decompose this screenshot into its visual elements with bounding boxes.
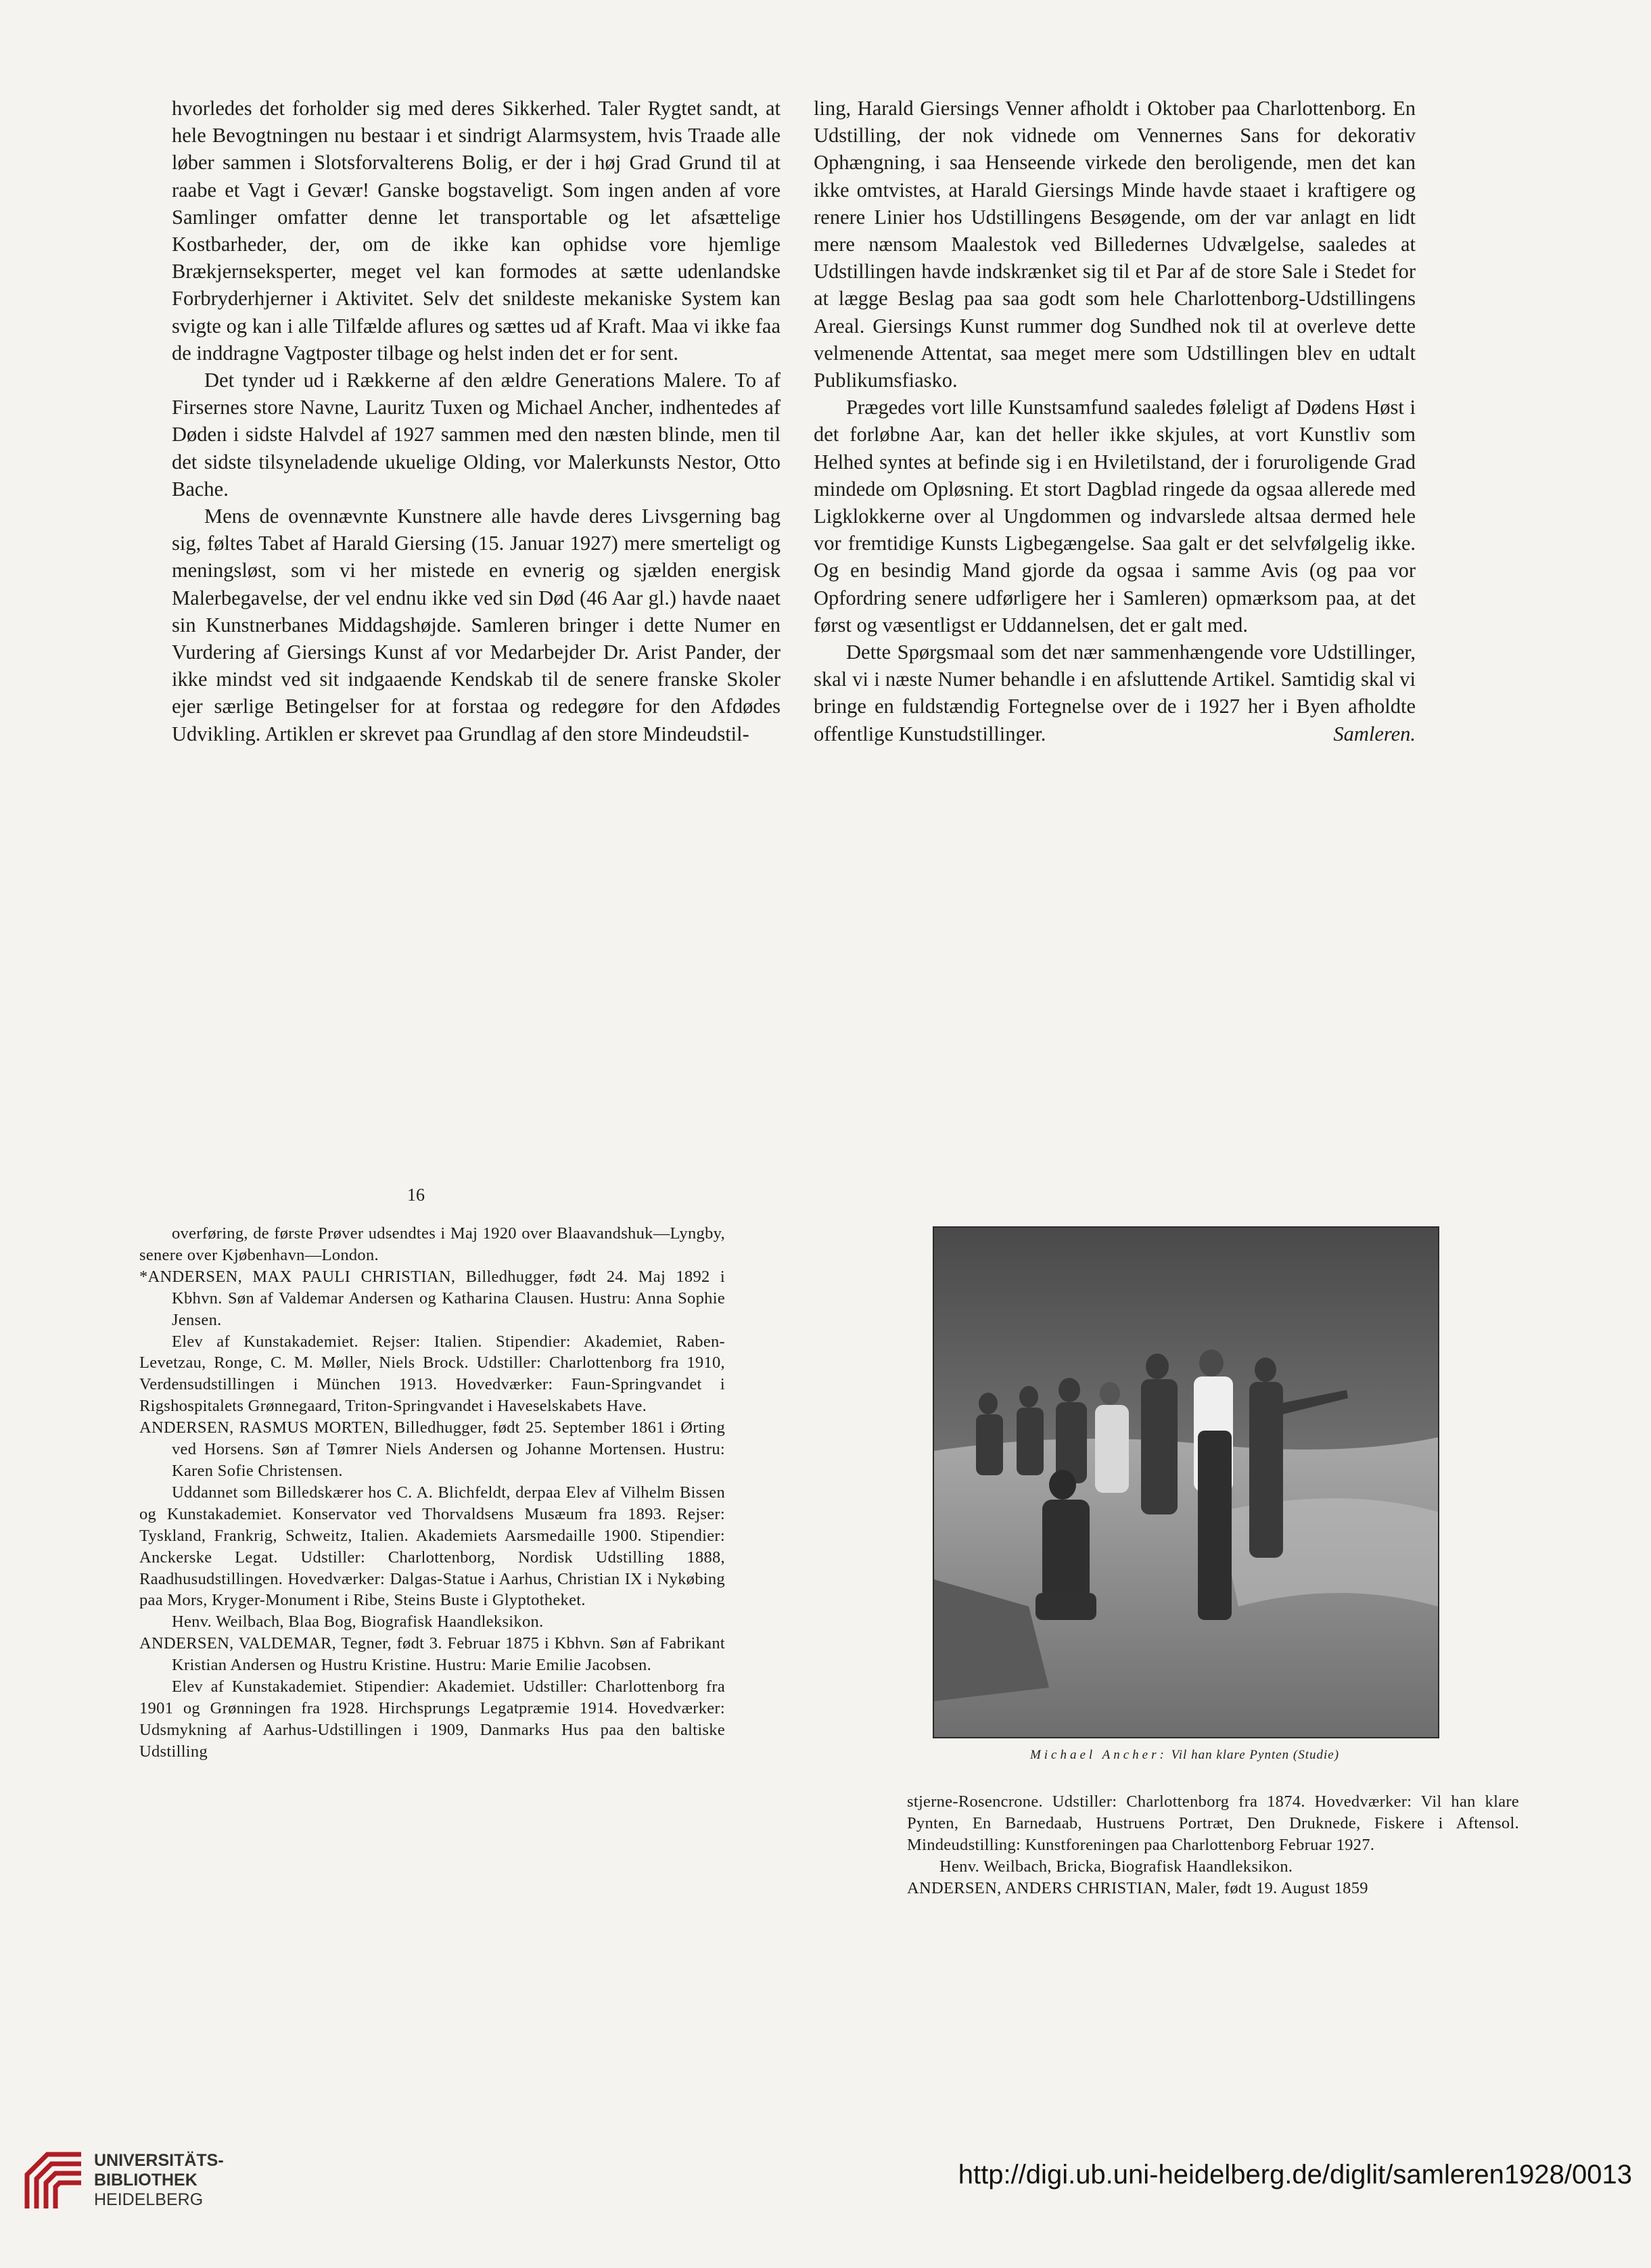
article-paragraph: Det tynder ud i Rækkerne af den ældre Generations Malere. To af Firsernes store Navne, Lauritz Tuxen og Michael Ancher, indhentedes af Døden i sidste Halvdel af 1927 sammen med den næsten blinde, men til det sidste tilsyneladende ukuelige Olding, vor Malerkunsts Nestor, Otto Bache. — [172, 369, 781, 501]
lexicon-entry: ANDERSEN, ANDERS CHRISTIAN, Maler, født 19. August 1859 — [907, 1878, 1368, 1897]
article-paragraph-text: Dette Spørgsmaal som det nær sammenhængende vore Udstillinger, skal vi i næste Numer behandle i en afsluttende Artikel. Samtidig skal vi bringe en fuldstændig Fortegnelse over de i 1927 her i Byen afholdte offentlige Kunstudstillinger. — [814, 641, 1416, 745]
source-url-link[interactable]: http://digi.ub.uni-heidelberg.de/diglit/samleren1928/0013 — [958, 2160, 1632, 2190]
article-paragraph — [814, 639, 1416, 747]
library-name-line: HEIDELBERG — [94, 2190, 204, 2209]
page-number: 16 — [407, 1185, 425, 1205]
lexicon-text: Elev af Kunstakademiet. Rejser: Italien. Stipendier: Akademiet, Raben-Levetzau, Ronge, C. M. Møller, Niels Brock. Udstiller: Charlottenborg fra 1910, Verdensudstillingen i München 1913. Hovedværker: Faun-Springvandet i Rigshospitalets Grønnegaard, Triton-Springvandet i Haveselskabets Have. — [139, 1332, 725, 1416]
image-caption — [933, 1748, 1437, 1763]
library-logo-icon — [20, 2148, 88, 2215]
article-paragraph: Prægedes vort lille Kunstsamfund saaledes føleligt af Dødens Høst i det forløbne Aar, kan det heller ikke skjules, at vort Kunstliv som Helhed syntes at befinde sig i en Hviletilstand, der i foruroligende Grad mindede om Opløsning. Et stort Dagblad ringede da ogsaa allerede med Ligklokkerne over al Ungdommen og indvarslede altsaa dermed hele vor fremtidige Kunsts Ligbegængelse. Saa galt er det selvfølgelig ikke. Og en besindig Mand gjorde da ogsaa i samme Avis (og paa vor Opfordring senere udførligere her i Samleren) opmærksom paa, at det først og væsentligst er Uddannelsen, det er galt med. — [814, 396, 1416, 637]
article-paragraph: Mens de ovennævnte Kunstnere alle havde deres Livsgerning bag sig, føltes Tabet af Harald Giersing (15. Januar 1927) mere smerteligt og meningsløst, som vi her mistede en evnerig og sjælden energisk Malerbegavelse, der vel endnu ikke ved sin Død (46 Aar gl.) havde naaet sin Kunstnerbanes Middagshøjde. Samleren bringer i dette Numer en Vurdering af Giersings Kunst af vor Medarbejder Dr. Arist Pander, der ikke mindst ved sit indgaaende Kendskab til de senere franske Skoler ejer særlige Betingelser for at forstaa og redegøre for den Afdødes Udvikling. Artiklen er skrevet paa Grundlag af den store Mindeudstil- — [172, 505, 781, 745]
painting-image — [933, 1226, 1439, 1738]
lexicon-reference: Henv. Weilbach, Bricka, Biografisk Haandleksikon. — [939, 1857, 1293, 1876]
signature: Samleren. — [1333, 722, 1416, 745]
caption-artist: Michael Ancher: — [1029, 1748, 1167, 1762]
lexicon-reference: Henv. Weilbach, Blaa Bog, Biografisk Haandleksikon. — [172, 1613, 544, 1631]
lexicon-text: stjerne-Rosencrone. Udstiller: Charlottenborg fra 1874. Hovedværker: Vil han klare Pynten, En Barnedaab, Hustruens Portræt, Den Druknede, Fiskere i Aftensol. Mindeudstilling: Kunstforeningen paa Charlottenborg Februar 1927. — [907, 1792, 1519, 1854]
library-name-line: BIBLIOTHEK — [94, 2171, 197, 2190]
lexicon-left-column — [139, 1223, 725, 1763]
painting-illustration — [934, 1228, 1438, 1737]
article-paragraph: hvorledes det forholder sig med deres Sikkerhed. Taler Rygtet sandt, at hele Bevogtningen nu bestaar i et sindrigt Alarmsystem, hvis Traade alle løber sammen i Slotsforvalterens Bolig, er der i høj Grad Grund til at raabe et Vagt i Gevær! Ganske bogstaveligt. Som ingen anden af vore Samlinger omfatter denne let transportable og let afsættelige Kostbarheder, der, om de ikke kan ophidse vore hjemlige Brækjernseksperter, meget vel kan formodes at sætte udenlandske Forbryderhjerner i Aktivitet. Selv det snildeste mekaniske System kan svigte og kan i alle Tilfælde aflures og sættes ud af Kraft. Maa vi ikke faa de inddragne Vagtposter tilbage og helst inden det er for sent. — [172, 97, 781, 365]
article-paragraph: ling, Harald Giersings Venner afholdt i Oktober paa Charlottenborg. En Udstilling, der nok vidnede om Vennernes Sans for dekorativ Ophængning, i saa Henseende virkede den beroligende, men det kan ikke omtvistes, at Harald Giersings Minde havde staaet i kraftigere og renere Linier hos Udstillingens Besøgende, om der var anlagt en lidt mere nænsom Maalestok ved Billedernes Udvælgelse, saaledes at Udstillingen havde indskrænket sig til et Par af de store Sale i Stedet for at lægge Beslag paa saa godt som hele Charlottenborg-Udstillingens Areal. Giersings Kunst rummer dog Sundhed nok til at overleve dette velmenende Attentat, saa meget mere som Udstillingen blev en udtalt Publikumsfiasko. — [814, 97, 1416, 392]
article-left-column — [172, 95, 781, 747]
lexicon-text: Uddannet som Billedskærer hos C. A. Blichfeldt, derpaa Elev af Vilhelm Bissen og Kunstakademiet. Konservator ved Thorvaldsens Musæum fra 1893. Rejser: Tyskland, Frankrig, Schweitz, Italien. Akademiets Aarsmedaille 1900. Stipendier: Anckerske Legat. Udstiller: Charlottenborg, Nordisk Udstilling 1888, Raadhusudstillingen. Hovedværker: Dalgas-Statue i Aarhus, Christian IX i Nykøbing paa Mors, Kryger-Monument i Ribe, Steins Buste i Glyptotheket. — [139, 1483, 725, 1610]
article-right-column — [814, 95, 1416, 747]
lexicon-entry: ANDERSEN, VALDEMAR, Tegner, født 3. Februar 1875 i Kbhvn. Søn af Fabrikant Kristian Andersen og Hustru Kristine. Hustru: Marie Emilie Jacobsen. — [139, 1634, 725, 1675]
library-name-line: UNIVERSITÄTS- — [94, 2151, 224, 2170]
library-name — [94, 2151, 224, 2210]
lexicon-text: overføring, de første Prøver udsendtes i Maj 1920 over Blaavandshuk—Lyngby, senere over Kjøbenhavn—London. — [139, 1224, 725, 1264]
lexicon-text: Elev af Kunstakademiet. Stipendier: Akademiet. Udstiller: Charlottenborg fra 1901 og Grønningen fra 1928. Hirchsprungs Legatpræmie 1914. Hovedværker: Udsmykning af Aarhus-Udstillingen i 1909, Danmarks Hus paa den baltiske Udstilling — [139, 1677, 725, 1761]
lexicon-entry: *ANDERSEN, MAX PAULI CHRISTIAN, Billedhugger, født 24. Maj 1892 i Kbhvn. Søn af Valdemar Andersen og Katharina Clausen. Hustru: Anna Sophie Jensen. — [139, 1267, 725, 1329]
lexicon-right-column — [907, 1791, 1519, 1899]
caption-title: Vil han klare Pynten (Studie) — [1171, 1748, 1340, 1762]
lexicon-entry: ANDERSEN, RASMUS MORTEN, Billedhugger, født 25. September 1861 i Ørting ved Horsens. Søn af Tømrer Niels Andersen og Johanne Mortensen. Hustru: Karen Sofie Christensen. — [139, 1418, 725, 1480]
